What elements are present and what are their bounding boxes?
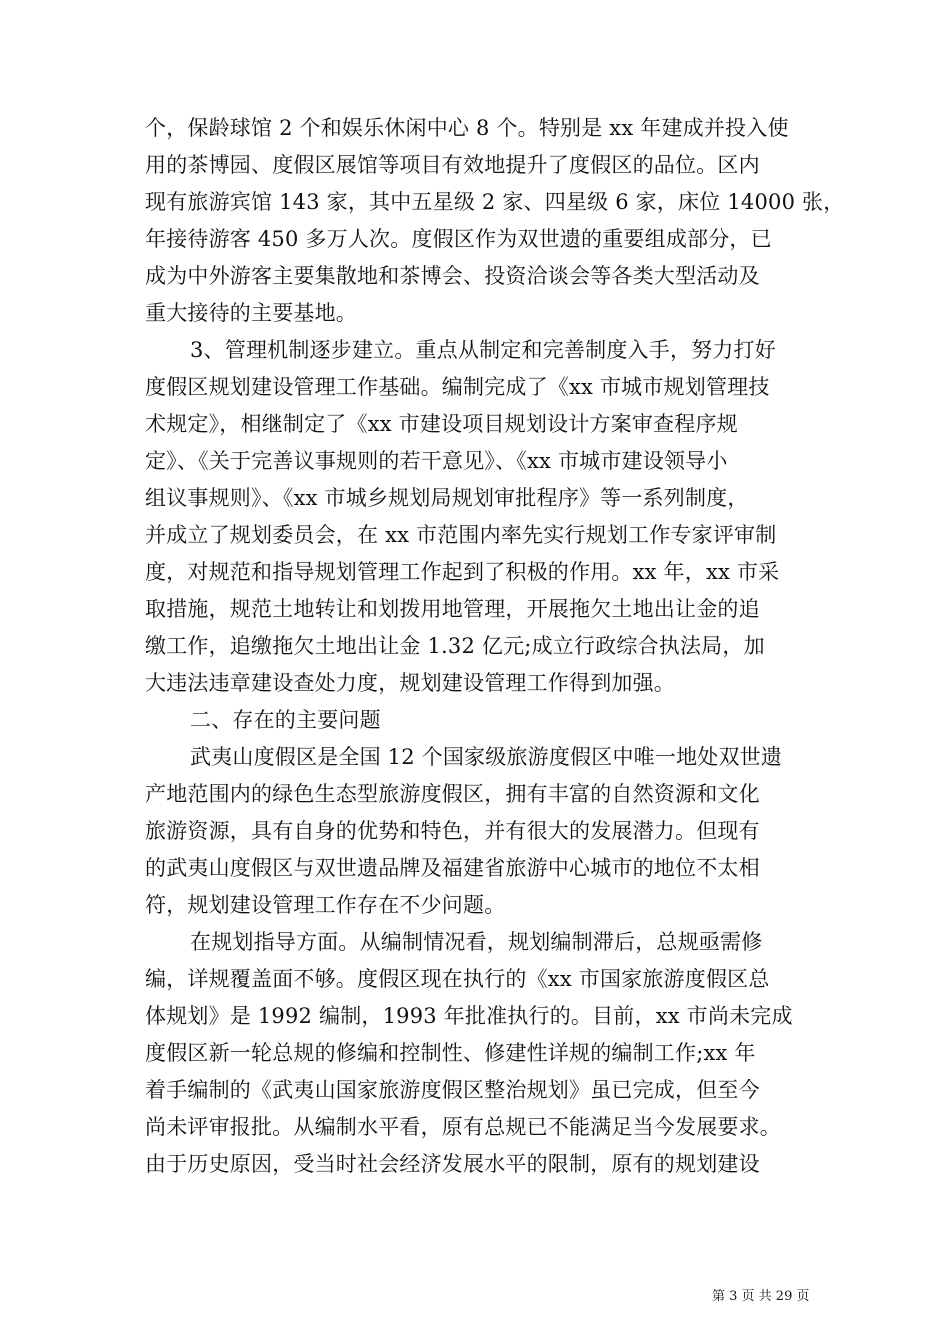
text-line: 组议事规则》、《xx 市城乡规划局规划审批程序》等一系列制度， [145, 486, 749, 510]
text-line: 的武夷山度假区与双世遗品牌及福建省旅游中心城市的地位不太相 [145, 856, 760, 880]
paragraph-heading-line: 3、管理机制逐步建立。重点从制定和完善制度入手，努力打好 [190, 338, 776, 362]
text-line: 着手编制的《武夷山国家旅游度假区整治规划》虽已完成，但至今 [145, 1078, 760, 1102]
page-number-footer: 第 3 页 共 29 页 [712, 1289, 810, 1304]
text-line: 符，规划建设管理工作存在不少问题。 [145, 893, 506, 917]
text-line: 缴工作，追缴拖欠土地出让金 1.32 亿元;成立行政综合执法局，加 [145, 634, 765, 658]
text-line: 定》、《关于完善议事规则的若干意见》、《xx 市城市建设领导小 [145, 449, 728, 473]
text-line: 取措施，规范土地转让和划拨用地管理，开展拖欠土地出让金的追 [145, 597, 760, 621]
text-line: 个，保龄球馆 2 个和娱乐休闲中心 8 个。特别是 xx 年建成并投入使 [145, 116, 789, 140]
text-line: 并成立了规划委员会，在 xx 市范围内率先实行规划工作专家评审制 [145, 523, 777, 547]
text-line: 度，对规范和指导规划管理工作起到了积极的作用。xx 年，xx 市采 [145, 560, 780, 584]
text-line: 度假区规划建设管理工作基础。编制完成了《xx 市城市规划管理技 [145, 375, 770, 399]
text-line: 旅游资源，具有自身的优势和特色，并有很大的发展潜力。但现有 [145, 819, 760, 843]
text-line: 术规定》，相继制定了《xx 市建设项目规划设计方案审查程序规 [145, 412, 738, 436]
section-heading: 二、存在的主要问题 [190, 708, 381, 732]
text-line: 度假区新一轮总规的修编和控制性、修建性详规的编制工作;xx 年 [145, 1041, 756, 1065]
text-line: 尚未评审报批。从编制水平看，原有总规已不能满足当今发展要求。 [145, 1115, 781, 1139]
paragraph-start-line: 在规划指导方面。从编制情况看，规划编制滞后，总规亟需修 [190, 930, 763, 954]
text-line: 现有旅游宾馆 143 家，其中五星级 2 家、四星级 6 家，床位 14000 张， [145, 190, 845, 214]
text-line: 编，详规覆盖面不够。度假区现在执行的《xx 市国家旅游度假区总 [145, 967, 770, 991]
text-line: 年接待游客 450 多万人次。度假区作为双世遗的重要组成部分，已 [145, 227, 772, 251]
text-line: 用的茶博园、度假区展馆等项目有效地提升了度假区的品位。区内 [145, 153, 760, 177]
text-line: 大违法违章建设查处力度，规划建设管理工作得到加强。 [145, 671, 675, 695]
text-line: 体规划》是 1992 编制，1993 年批准执行的。目前，xx 市尚未完成 [145, 1004, 793, 1028]
text-line: 成为中外游客主要集散地和茶博会、投资洽谈会等各类大型活动及 [145, 264, 760, 288]
text-line: 产地范围内的绿色生态型旅游度假区，拥有丰富的自然资源和文化 [145, 782, 760, 806]
text-line: 重大接待的主要基地。 [145, 301, 357, 325]
paragraph-start-line: 武夷山度假区是全国 12 个国家级旅游度假区中唯一地处双世遗 [190, 745, 783, 769]
text-line: 由于历史原因，受当时社会经济发展水平的限制，原有的规划建设 [145, 1152, 760, 1176]
